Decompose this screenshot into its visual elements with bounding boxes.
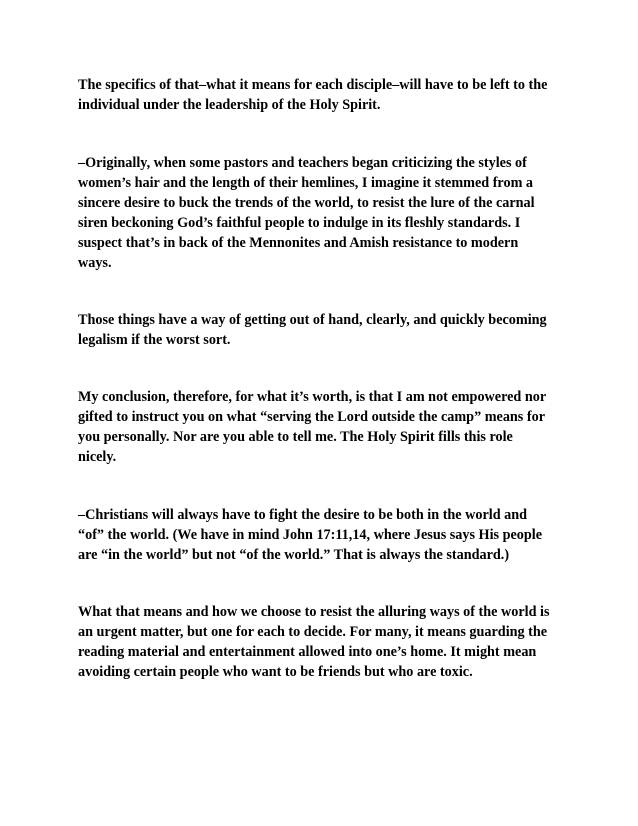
paragraph-5 — [78, 505, 578, 565]
text-line: ways. — [78, 255, 112, 271]
text-line: gifted to instruct you on what “serving the Lord outside the camp” means for — [78, 409, 545, 425]
text-line: What that means and how we choose to resist the alluring ways of the world is — [78, 604, 550, 620]
text-line: legalism if the worst sort. — [78, 332, 231, 348]
text-line: Those things have a way of getting out of hand, clearly, and quickly becoming — [78, 312, 547, 328]
text-line: My conclusion, therefore, for what it’s worth, is that I am not empowered nor — [78, 389, 547, 405]
text-line: –Originally, when some pastors and teachers began criticizing the styles of — [78, 155, 527, 171]
paragraph-1 — [78, 75, 578, 115]
text-line: women’s hair and the length of their hemlines, I imagine it stemmed from a — [78, 175, 534, 191]
text-line: an urgent matter, but one for each to decide. For many, it means guarding the — [78, 624, 548, 640]
paragraph-3 — [78, 310, 578, 350]
text-line: are “in the world” but not “of the world.” That is always the standard.) — [78, 547, 510, 563]
paragraph-2 — [78, 153, 578, 273]
paragraph-4 — [78, 387, 578, 467]
text-line: “of” the world. (We have in mind John 17:11,14, where Jesus says His people — [78, 527, 543, 543]
text-line: reading material and entertainment allowed into one’s home. It might mean — [78, 644, 537, 660]
paragraph-6 — [78, 602, 578, 682]
text-line: suspect that’s in back of the Mennonites and Amish resistance to modern — [78, 235, 519, 251]
text-line: nicely. — [78, 449, 117, 465]
text-line: individual under the leadership of the Holy Spirit. — [78, 97, 381, 113]
text-line: you personally. Nor are you able to tell me. The Holy Spirit fills this role — [78, 429, 513, 445]
text-line: avoiding certain people who want to be friends but who are toxic. — [78, 664, 473, 680]
text-line: –Christians will always have to fight the desire to be both in the world and — [78, 507, 528, 523]
text-line: siren beckoning God’s faithful people to indulge in its fleshly standards. I — [78, 215, 521, 231]
text-line: sincere desire to buck the trends of the world, to resist the lure of the carnal — [78, 195, 535, 211]
text-line: The specifics of that–what it means for each disciple–will have to be left to the — [78, 77, 548, 93]
